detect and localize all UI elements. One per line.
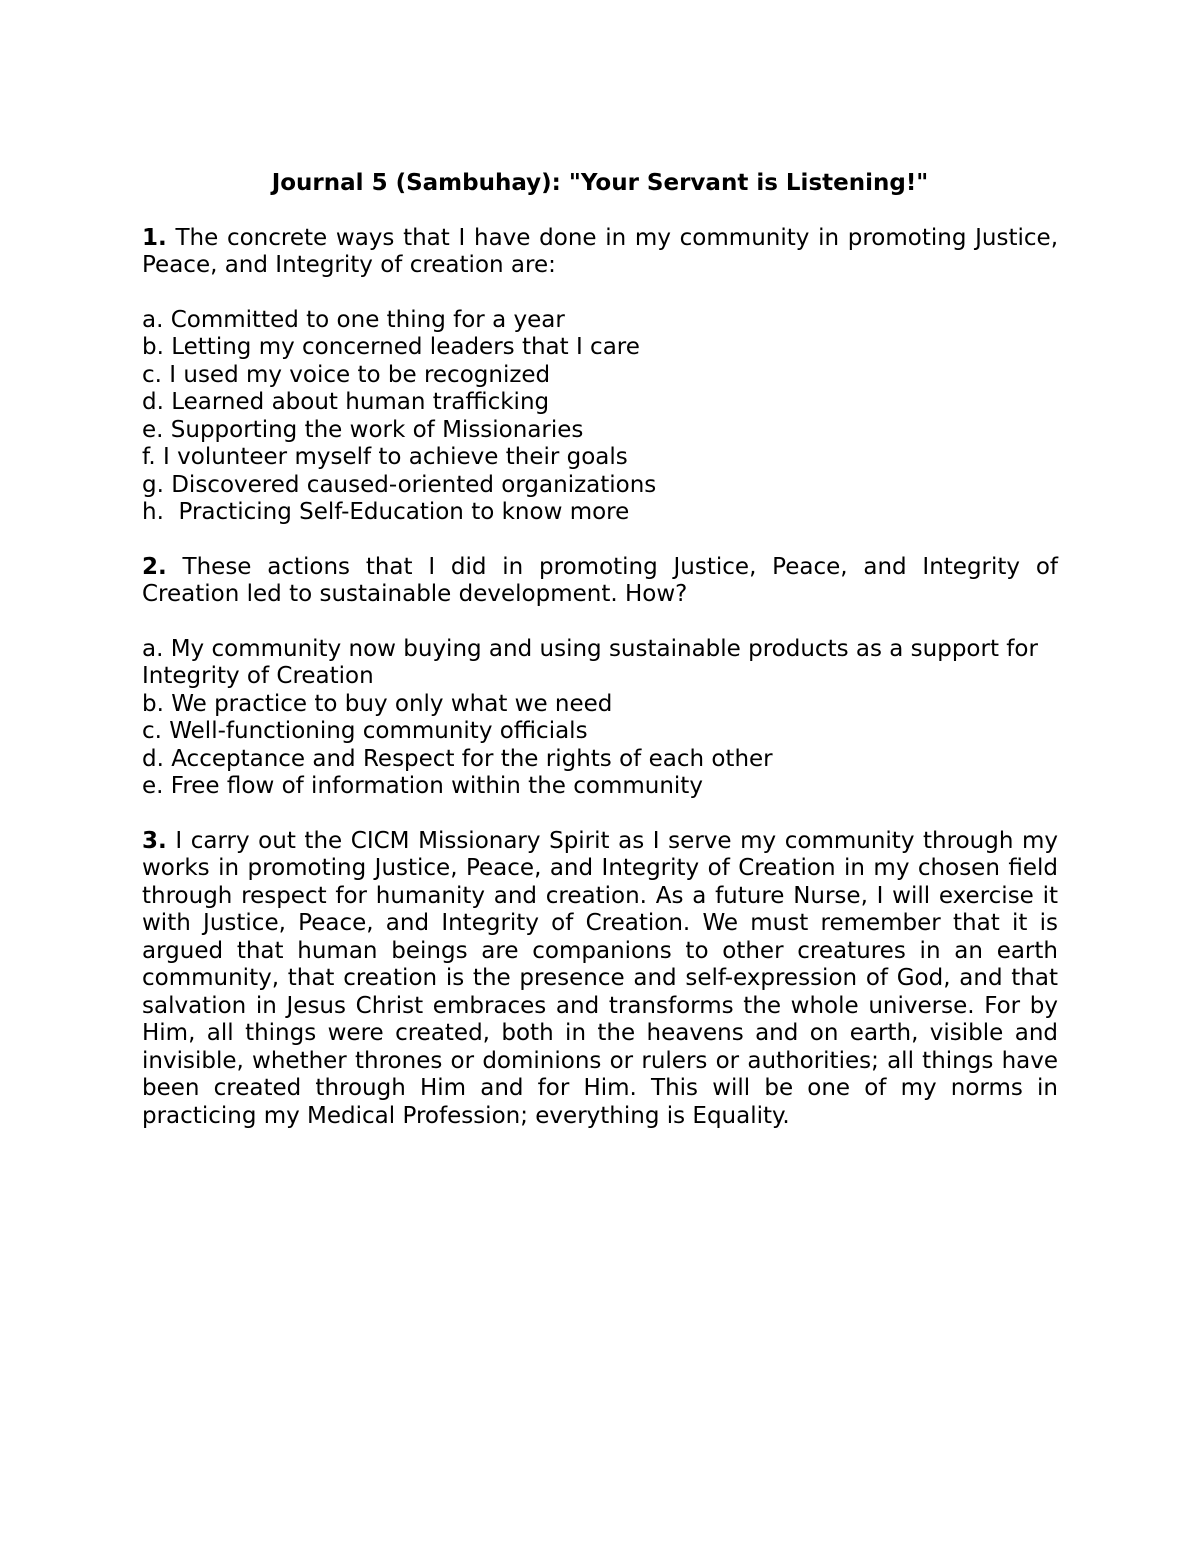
list-item: a. Committed to one thing for a year bbox=[142, 306, 565, 333]
question-2-text: These actions that I did in promoting Justice, Peace, and Integrity of Creation led to sustainable development. How? bbox=[142, 553, 1058, 607]
list-item: e. Free flow of information within the community bbox=[142, 773, 703, 799]
question-1 bbox=[142, 225, 1058, 280]
list-item: h. Practicing Self-Education to know more bbox=[142, 499, 630, 525]
question-2 bbox=[142, 554, 1058, 609]
list-item: e. Supporting the work of Missionaries bbox=[142, 416, 584, 443]
question-2-number: 2. bbox=[142, 553, 167, 580]
question-1-list bbox=[142, 307, 1058, 527]
list-item: g. Discovered caused-oriented organizations bbox=[142, 471, 657, 498]
journal-title: Journal 5 (Sambuhay): "Your Servant is Listening!" bbox=[271, 170, 929, 196]
document-body bbox=[142, 170, 1058, 1130]
question-1-number: 1. bbox=[142, 224, 167, 251]
list-item: b. We practice to buy only what we need bbox=[142, 690, 613, 717]
question-3 bbox=[142, 828, 1058, 1131]
list-item: f. I volunteer myself to achieve their goals bbox=[142, 444, 628, 470]
question-1-text: The concrete ways that I have done in my community in promoting Justice, Peace, and Integrity of creation are: bbox=[142, 224, 1059, 278]
list-item: c. I used my voice to be recognized bbox=[142, 361, 551, 388]
list-item: b. Letting my concerned leaders that I care bbox=[142, 334, 640, 360]
question-3-number: 3. bbox=[142, 827, 167, 854]
list-item: a. My community now buying and using sustainable products as a support for Integrity of Creation bbox=[142, 635, 1038, 689]
list-item: d. Acceptance and Respect for the rights of each other bbox=[142, 745, 773, 772]
list-item: c. Well-functioning community officials bbox=[142, 718, 588, 744]
question-2-list bbox=[142, 636, 1058, 801]
question-3-text: I carry out the CICM Missionary Spirit as I serve my community through my works in promoting Justice, Peace, and Integrity of Creation in my chosen field through respect for humanity and creation. As a future Nurse, I will exercise it with Justice, Peace, and Integrity of Creation. We must remember that it is argued that human beings are companions to other creatures in an earth community, that creation is the presence and self-expression of God, and that salvation in Jesus Christ embraces and transforms the whole universe. For by Him, all things were created, both in the heavens and on earth, visible and invisible, whether thrones or dominions or rulers or authorities; all things have been created through Him and for Him. This will be one of my norms in practicing my Medical Profession; everything is Equality. bbox=[142, 827, 1059, 1129]
list-item: d. Learned about human trafficking bbox=[142, 389, 550, 415]
